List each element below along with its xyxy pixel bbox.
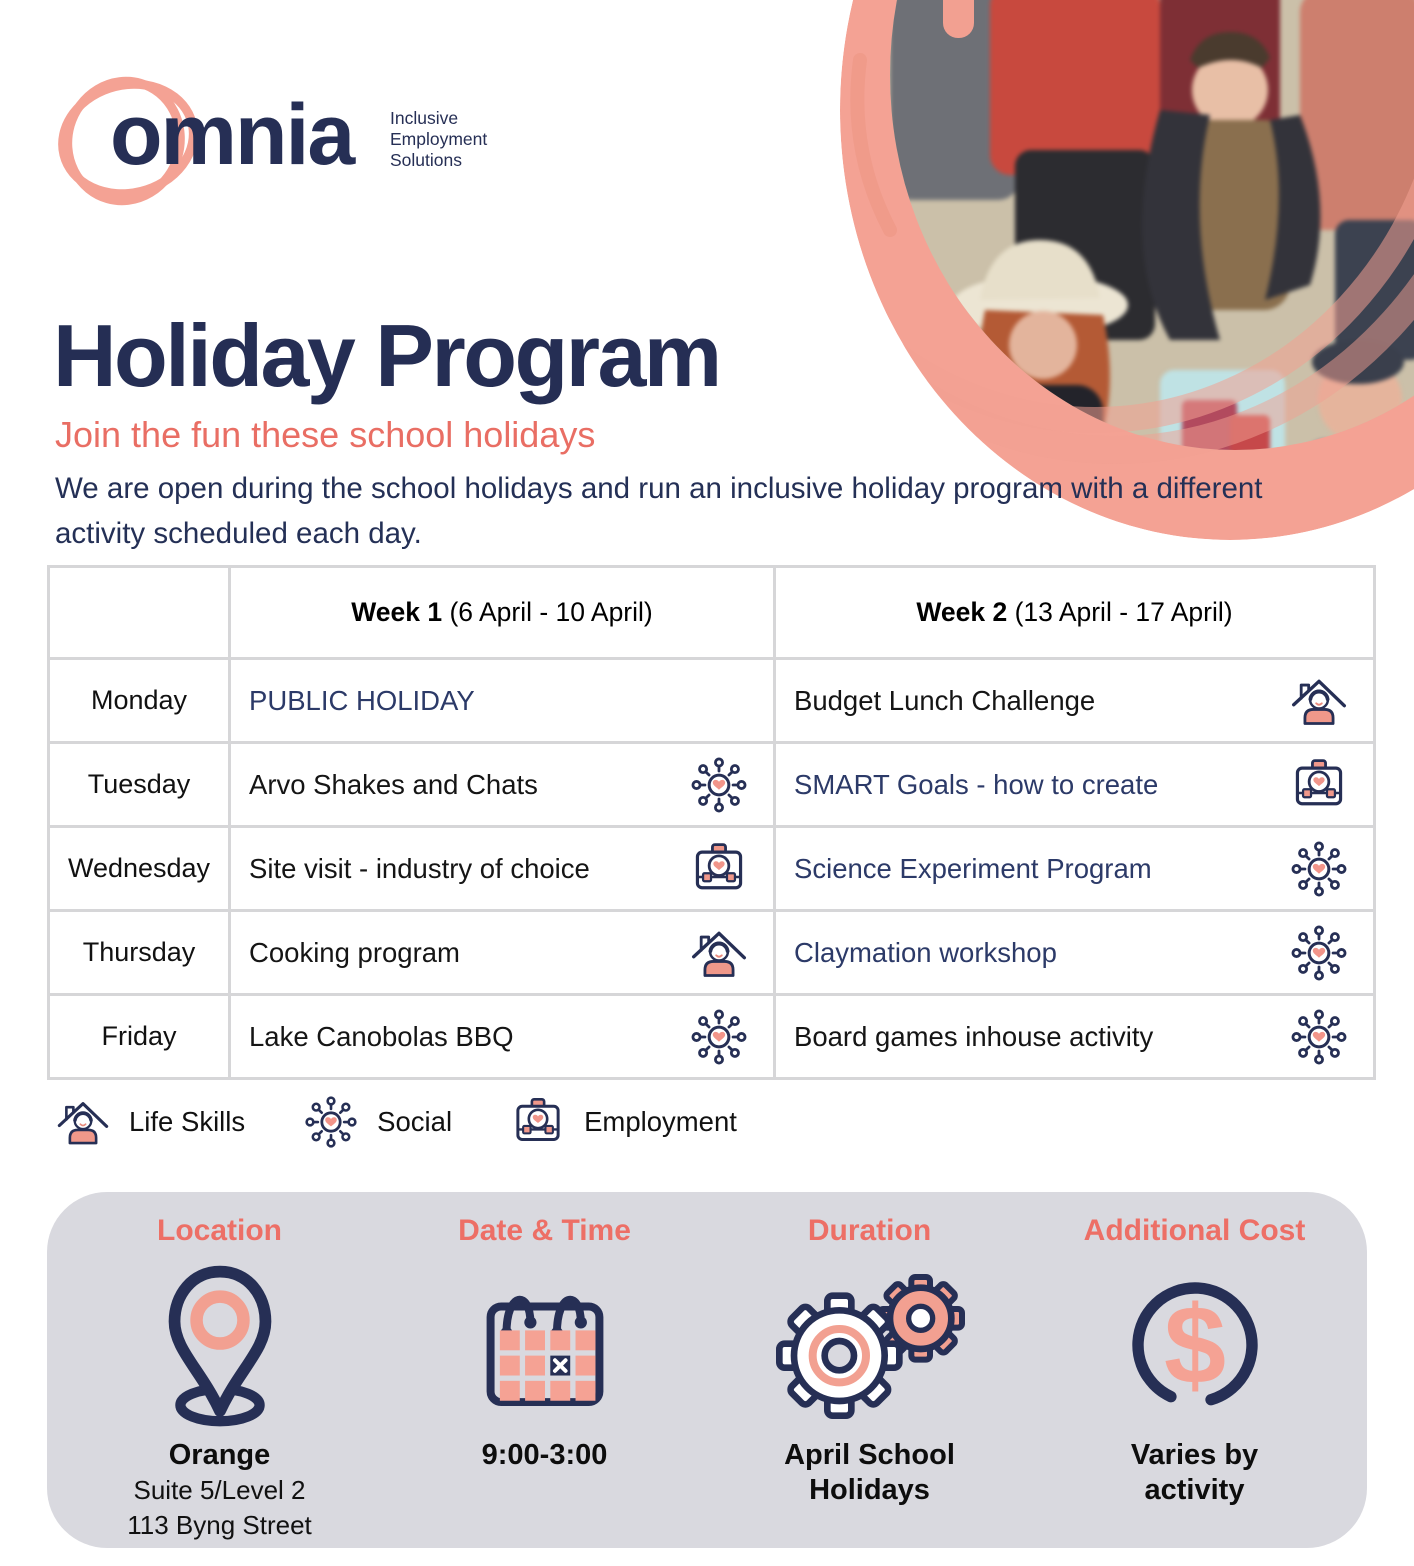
activity-label: Board games inhouse activity [794,1020,1154,1052]
table-row [49,911,1375,995]
omnia-logo [52,76,522,206]
social-icon [1289,838,1349,900]
page-subtitle: Join the fun these school holidays [55,414,596,455]
duration-value: April School Holidays [784,1439,955,1506]
info-col-location [57,1214,382,1548]
activity-label: Lake Canobolas BBQ [249,1020,514,1052]
day-label: Monday [49,659,230,743]
dollar-icon [1119,1269,1271,1421]
social-icon [1289,922,1349,984]
legend-label: Life Skills [129,1106,246,1137]
schedule-table [47,565,1376,1080]
logo-wordmark: omnia [110,87,354,183]
icon-legend [55,1086,737,1158]
activity-label: Cooking program [249,936,460,968]
social-icon [689,1006,749,1068]
info-col-additional-cost [1032,1214,1357,1548]
activity-label: Arvo Shakes and Chats [249,768,538,800]
day-label: Friday [49,995,230,1079]
activity-label: PUBLIC HOLIDAY [249,684,475,716]
legend-label: Employment [584,1106,737,1137]
day-label: Wednesday [49,827,230,911]
info-heading: Date & Time [458,1214,631,1247]
table-row [49,659,1375,743]
life-skills-icon [55,1092,111,1152]
page-title: Holiday Program [53,306,720,405]
location-pin-icon [146,1257,294,1433]
legend-item-employment [510,1092,737,1152]
day-label: Thursday [49,911,230,995]
info-panel [47,1192,1367,1548]
employment-icon [689,838,749,900]
day-header-cell [49,567,230,659]
table-row [49,827,1375,911]
legend-item-social [303,1092,452,1152]
intro-paragraph: We are open during the school holidays and run an inclusive holiday program with a different activity scheduled each day. [55,472,1263,550]
location-city: Orange [168,1439,271,1471]
activity-label: Budget Lunch Challenge [794,684,1096,716]
location-suite: Suite 5/Level 2 [133,1475,306,1505]
info-col-date-time [382,1214,707,1548]
cost-value: Varies by activity [1130,1439,1259,1506]
week1-header-cell: Week 1 (6 April - 10 April) [230,567,775,659]
day-label: Tuesday [49,743,230,827]
table-row [49,995,1375,1079]
table-header-row [49,567,1375,659]
legend-label: Social [377,1106,453,1137]
social-icon [689,754,749,816]
activity-label: Claymation workshop [794,936,1057,968]
logo-tagline: Inclusive Employment Solutions [390,108,488,170]
life-skills-icon [1289,670,1349,732]
social-icon [303,1092,359,1152]
time-range: 9:00-3:00 [481,1439,608,1471]
week2-header-cell: Week 2 (13 April - 17 April) [775,567,1375,659]
info-heading: Location [157,1214,282,1247]
location-street: 113 Byng Street [127,1510,312,1540]
social-icon [1289,1006,1349,1068]
employment-icon [510,1092,566,1152]
gears-icon [770,1265,970,1425]
info-heading: Duration [807,1214,932,1247]
employment-icon [1289,754,1349,816]
activity-label: SMART Goals - how to create [794,768,1159,800]
info-col-duration [707,1214,1032,1548]
activity-label: Site visit - industry of choice [249,852,590,884]
info-heading: Additional Cost [1083,1214,1306,1247]
calendar-icon [472,1272,618,1418]
life-skills-icon [689,922,749,984]
legend-item-life-skills [55,1092,245,1152]
activity-label: Science Experiment Program [794,852,1152,884]
table-row [49,743,1375,827]
